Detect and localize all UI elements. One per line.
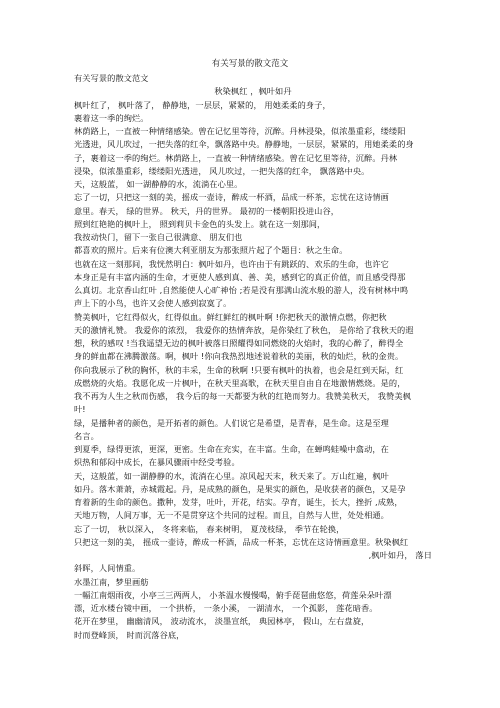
text-line: 我不再为人生之秋而伤感， 我今后的每一天都要为秋的红艳而努力。我赞美秋天， 我赞美枫 <box>74 391 411 401</box>
text-line: 天，这般蓝， 如一湖静静的水，流淌在心里。 <box>74 179 243 189</box>
text-line: 绿，是播种者的颜色，是开拓者的颜色。人们说它是希望，是青春，是生命。这是至理 <box>74 417 389 428</box>
text-line: 天，这般蓝，如一湖静静的水，流淌在心里。凉风起天末，秋天来了。万山红遍，枫叶 <box>74 470 389 481</box>
text-line: 浸染，似浓墨重彩，缕缕阳光透进， 风儿吹过，一把失落的红伞， 飘落路中央。 <box>74 165 370 176</box>
page-title: 有关写景的散文范文 <box>211 59 289 69</box>
text-line: 一幅江南烟雨夜，小亭三三两两人， 小茶温水慢慢喝，俯手琵琶曲悠悠，荷莲朵朵叶漂 <box>74 589 392 600</box>
text-line: 叶! <box>74 404 86 415</box>
text-line: 么真切。北京香山红叶 ,自然能使人心旷神怡 ;若是没有那满山流水般的游人，没有树林中鸣 <box>74 285 409 295</box>
text-line: 裹着这一季的绚烂。 <box>74 112 149 123</box>
text-line: 你向我展示了秋的胸怀，秋的丰采，生命的秋啊 !只要有枫叶的执着，也会是红到天际，红 <box>74 364 404 375</box>
text-line: 育着新的生命的颜色。撒种，发芽，吐叶，开花，结实。孕育，诞生，长大，挫折 ,成熟， <box>74 497 403 507</box>
text-line: 声上下的小鸟，也许又会使人感到寂寞了。 <box>74 298 232 309</box>
text-line: 赞美枫叶，它红得似火，红得似血。鲜红鲜红的枫叶啊 !你把秋天的激情点燃，你把秋 <box>74 311 387 322</box>
text-line: 本身正是有丰富内涵的生命，才更使人感到真、善、美，感到它的真正价值，而且感受得那 <box>74 271 406 282</box>
text-line: 有关写景的散文范文 <box>74 73 149 83</box>
text-line: 林荫路上，一直被一种情绪感染。曾在记忆里等待，沉醉。丹林浸染，似浓墨重彩，缕缕阳 <box>74 126 406 136</box>
text-line: 漂，近水楼台镜中画， 一个拱桥， 一条小溪， 一湖清水， 一个孤影， 莲花暗香。 <box>74 603 378 613</box>
text-line: 时而登峰顶， 时而沉落谷底， <box>74 629 185 640</box>
text-line: 忘了一切， 秋以深入， 冬将来临， 春来树明， 夏茂枝绿， 季节在轮换， <box>74 523 345 534</box>
text-line: 秋染枫红 ，枫叶如丹 <box>214 86 292 97</box>
text-line: 子，裹着这一季的绚烂。林荫路上，一直被一种情绪感染。曾在记忆里等待，沉醉。丹林 <box>74 152 398 163</box>
text-line: 我按动快门，留下一张自己很满意、 朋友们也 <box>74 232 243 242</box>
text-line: 都喜欢的照片。后来有位澳大利亚朋友为那张照片起了个题目：秋之生命。 <box>74 245 348 256</box>
text-line: 身的鲜血都在沸腾激荡。啊，枫叶 !你向我热烈地述说着秋的美丽，秋的灿烂，秋的金贵。 <box>74 351 404 362</box>
text-line: 只把这一刻的美， 摇成一壶诗，醉成一杯酒，品成一杯茶，忘忧在这诗情画意里。秋染枫红 <box>74 536 409 547</box>
text-line: 炽热和郁闷中成长，在暴风骤雨中经受考验。 <box>74 457 240 468</box>
text-line: 成燃烧的火焰。我愿化成一片枫叶，在秋天里高歌，在秋天里自由自在地激情燃烧。是的， <box>74 377 406 388</box>
text-line: 斜晖，人间情重。 <box>74 563 141 574</box>
text-line: 到夏季，绿得更浓，更深，更密。生命在充实，在丰富。生命，在蝉鸣蛙噪中翕动，在 <box>74 444 389 454</box>
text-line: 忘了一切，只把这一刻的美，摇成一壶诗，醉成一杯酒，品成一杯茶，忘忧在这诗情画 <box>74 192 389 203</box>
text-line: 想，秋的感叹 !当我遥望无边的枫叶被落日照耀得如同燃烧的火焰时，我的心醉了，醉得全 <box>74 338 404 348</box>
text-line: 如丹。落木萧萧，赤城霞起。丹，是成熟的颜色，是果实的颜色，是收获者的颜色，又是孕 <box>74 483 406 494</box>
text-line: 也就在这一刻那间，我恍然明白：枫叶如丹，也许由于有跳跃的、欢乐的生命，也许它 <box>74 258 389 269</box>
text-line: 意里。春天， 绿的世界。 秋天，丹的世界。 最初的一楼朝阳投进山谷， <box>74 205 340 216</box>
text-line: 水墨江南，梦里画舫 <box>74 576 149 587</box>
text-line: 光透进，风儿吹过，一把失落的红伞，飘落路中央。静静地，一层层，紧紧的，用她柔柔的身 <box>74 139 414 150</box>
text-line: ,枫叶如丹， 落日 <box>368 550 432 560</box>
text-line: 名言。 <box>74 430 99 441</box>
text-line: 花开在梦里， 幽幽清风， 波动流水， 淡墨宣纸， 典园林亭， 假山，左右盘旋， <box>74 616 370 627</box>
text-line: 照到红艳艳的枫叶上， 照到莉贝卡金色的头发上。就在这一刻那间， <box>74 218 326 229</box>
text-line: 天地万物，人间万事，无一不是贯穿这个共同的过程。而且，自然与人世，处处相通。 <box>74 510 389 521</box>
text-line: 天的激情礼赞。 我爱你的浓烈， 我爱你的热情奔放，是你染红了秋色， 是你给了我秋天的遐 <box>74 324 414 335</box>
text-line: 枫叶红了， 枫叶落了， 静静地，一层层，紧紧的， 用她柔柔的身子， <box>74 99 331 110</box>
document-body <box>74 72 432 642</box>
